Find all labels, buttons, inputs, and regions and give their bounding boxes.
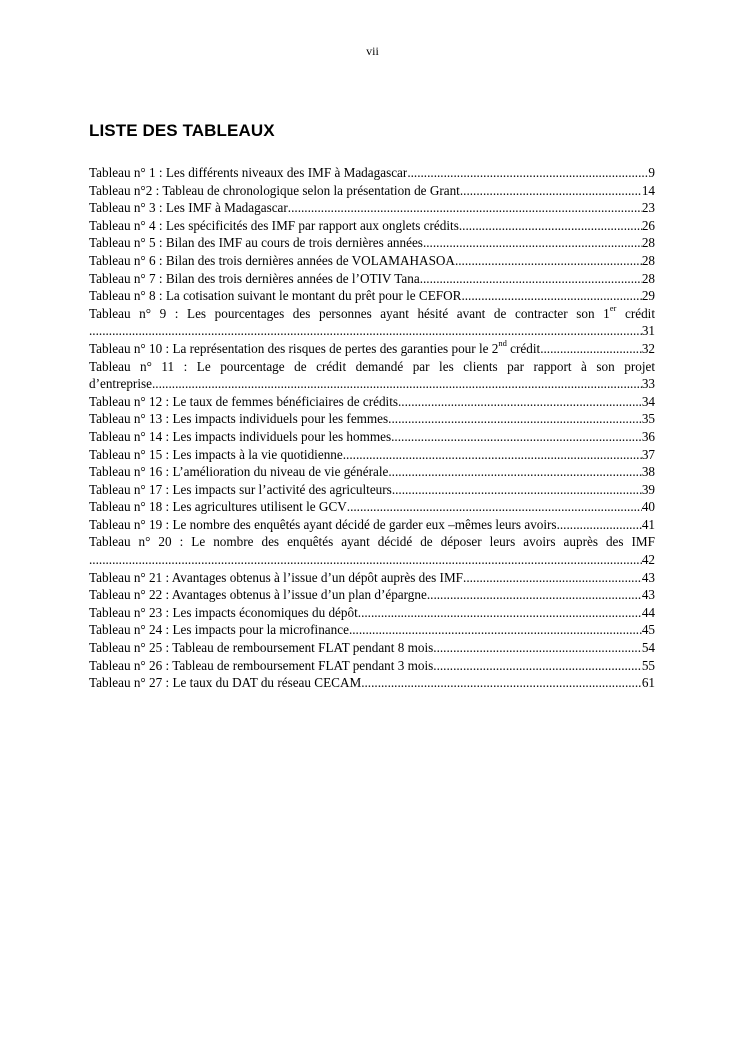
dot-leader [427, 586, 642, 604]
toc-entry-5[interactable] [89, 234, 655, 252]
toc-entry-label: Tableau n° 5 : Bilan des IMF au cours de trois dernières années [89, 235, 423, 251]
toc-entry-6[interactable] [89, 252, 655, 270]
toc-entry-page: 41 [641, 516, 655, 532]
toc-entry-8[interactable] [89, 287, 655, 305]
toc-entry-10[interactable] [89, 340, 655, 358]
toc-entry-label-line1: Tableau n° 11 : Le pourcentage de crédit demandé par les clients par rapport à son projet [89, 358, 655, 374]
dot-leader [89, 551, 642, 569]
dot-leader [460, 182, 642, 200]
toc-entry-4[interactable] [89, 217, 655, 235]
toc-entry-label: Tableau n° 13 : Les impacts individuels pour les femmes [89, 411, 389, 427]
toc-entry-page: 54 [641, 640, 655, 656]
toc-entry-page: 29 [641, 288, 655, 304]
dot-leader [343, 446, 642, 464]
toc-entry-16[interactable] [89, 463, 655, 481]
dot-leader [459, 217, 642, 235]
toc-entry-page: 61 [641, 675, 655, 691]
dot-leader [391, 428, 642, 446]
toc-entry-label: Tableau n° 3 : Les IMF à Madagascar [89, 200, 288, 216]
toc-entry-label: Tableau n° 27 : Le taux du DAT du réseau CECAM [89, 675, 362, 691]
dot-leader [463, 569, 642, 587]
toc-entry-26[interactable] [89, 657, 655, 675]
toc-entry-9[interactable] [89, 302, 655, 340]
toc-entry-page: 28 [641, 252, 655, 268]
toc-entry-page: 14 [641, 182, 655, 198]
toc-entry-27[interactable] [89, 674, 655, 692]
toc-entry-label: Tableau n° 4 : Les spécificités des IMF par rapport aux onglets crédits [89, 217, 459, 233]
toc-entry-page: 26 [641, 217, 655, 233]
toc-entry-page: 32 [641, 340, 655, 356]
toc-entry-label: Tableau n° 8 : La cotisation suivant le montant du prêt pour le CEFOR [89, 288, 462, 304]
page-number: vii [366, 44, 379, 58]
toc-entry-2[interactable] [89, 182, 655, 200]
toc-entry-page: 35 [641, 411, 655, 427]
toc-entry-12[interactable] [89, 393, 655, 411]
toc-entry-label: Tableau n° 25 : Tableau de remboursement FLAT pendant 8 mois [89, 640, 434, 656]
toc-entry-label: Tableau n° 23 : Les impacts économiques du dépôt [89, 604, 358, 620]
toc-entry-label: Tableau n°2 : Tableau de chronologique selon la présentation de Grant [89, 182, 460, 198]
toc-entry-label-line2: d’entreprise [89, 376, 152, 392]
toc-entry-11[interactable] [89, 358, 655, 393]
toc-entry-22[interactable] [89, 586, 655, 604]
toc-entry-label: Tableau n° 7 : Bilan des trois dernières années de l’OTIV Tana [89, 270, 420, 286]
dot-leader [420, 270, 642, 288]
dot-leader [152, 375, 642, 393]
toc-entry-label-line1: Tableau n° 20 : Le nombre des enquêtés ayant décidé de déposer leurs avoirs auprès des IMF [89, 534, 655, 550]
toc-entry-label: Tableau n° 16 : L’amélioration du niveau de vie générale [89, 464, 389, 480]
toc-entry-label: Tableau n° 14 : Les impacts individuels pour les hommes [89, 428, 392, 444]
dot-leader [540, 340, 642, 358]
dot-leader [89, 322, 642, 340]
dot-leader [455, 252, 642, 270]
toc-entry-page: 28 [641, 270, 655, 286]
toc-entry-page: 42 [641, 552, 655, 568]
toc-entry-label: Tableau n° 15 : Les impacts à la vie quotidienne [89, 446, 343, 462]
dot-leader [407, 164, 648, 182]
toc-entry-25[interactable] [89, 639, 655, 657]
toc-entry-label: Tableau n° 19 : Le nombre des enquêtés ayant décidé de garder eux –mêmes leurs avoirs [89, 516, 557, 532]
toc-entry-17[interactable] [89, 481, 655, 499]
toc-entry-page: 23 [641, 200, 655, 216]
toc-entry-page: 40 [641, 499, 655, 515]
dot-leader [358, 604, 642, 622]
toc-entry-20[interactable] [89, 533, 655, 568]
superscript: nd [498, 339, 507, 348]
dot-leader [361, 674, 642, 692]
toc-entry-1[interactable] [89, 164, 655, 182]
dot-leader [557, 516, 642, 534]
toc-entry-page: 9 [648, 165, 655, 180]
toc-entry-label: Tableau n° 17 : Les impacts sur l’activité des agriculteurs [89, 481, 392, 497]
toc-entry-page: 45 [641, 622, 655, 638]
toc-entry-label: Tableau n° 21 : Avantages obtenus à l’issue d’un dépôt auprès des IMF [89, 569, 464, 585]
toc-entry-label: Tableau n° 1 : Les différents niveaux des IMF à Madagascar [89, 165, 408, 180]
dot-leader [288, 199, 642, 217]
toc-entry-label: Tableau n° 12 : Le taux de femmes bénéficiaires de crédits [89, 393, 398, 409]
toc-entry-label-line1: Tableau n° 9 : Les pourcentages des personnes ayant hésité avant de contracter son 1er crédit [89, 302, 655, 321]
dot-leader [388, 463, 641, 481]
toc-entry-page: 31 [641, 323, 655, 339]
toc-entry-page: 44 [641, 604, 655, 620]
toc-entry-label: Tableau n° 6 : Bilan des trois dernières années de VOLAMAHASOA [89, 252, 455, 268]
table-of-tables [89, 164, 655, 692]
toc-entry-page: 38 [641, 464, 655, 480]
toc-entry-page: 34 [641, 393, 655, 409]
toc-entry-page: 43 [641, 587, 655, 603]
toc-entry-page: 33 [641, 376, 655, 392]
toc-entry-page: 36 [641, 428, 655, 444]
toc-entry-3[interactable] [89, 199, 655, 217]
toc-entry-page: 28 [641, 235, 655, 251]
toc-entry-7[interactable] [89, 270, 655, 288]
toc-entry-label: Tableau n° 24 : Les impacts pour la microfinance [89, 622, 349, 638]
toc-entry-label: Tableau n° 22 : Avantages obtenus à l’issue d’un plan d’épargne [89, 587, 427, 603]
dot-leader [433, 639, 642, 657]
toc-entry-page: 37 [641, 446, 655, 462]
superscript: er [609, 302, 617, 313]
toc-entry-page: 39 [641, 481, 655, 497]
toc-entry-13[interactable] [89, 410, 655, 428]
dot-leader [398, 393, 642, 411]
toc-entry-18[interactable] [89, 498, 655, 516]
toc-entry-19[interactable] [89, 516, 655, 534]
toc-entry-label: Tableau n° 10 : La représentation des risques de pertes des garanties pour le 2nd crédit [89, 339, 541, 356]
toc-entry-23[interactable] [89, 604, 655, 622]
toc-entry-24[interactable] [89, 621, 655, 639]
toc-entry-14[interactable] [89, 428, 655, 446]
dot-leader [392, 481, 642, 499]
page-title: LISTE DES TABLEAUX [89, 121, 275, 140]
toc-entry-page: 43 [641, 569, 655, 585]
dot-leader [423, 234, 642, 252]
dot-leader [347, 498, 642, 516]
toc-entry-label: Tableau n° 18 : Les agricultures utilisent le GCV [89, 499, 347, 515]
dot-leader [349, 621, 642, 639]
toc-entry-21[interactable] [89, 569, 655, 587]
toc-entry-15[interactable] [89, 446, 655, 464]
toc-entry-label: Tableau n° 26 : Tableau de remboursement FLAT pendant 3 mois [89, 657, 434, 673]
dot-leader [388, 410, 642, 428]
dot-leader [433, 657, 642, 675]
toc-entry-page: 55 [641, 657, 655, 673]
